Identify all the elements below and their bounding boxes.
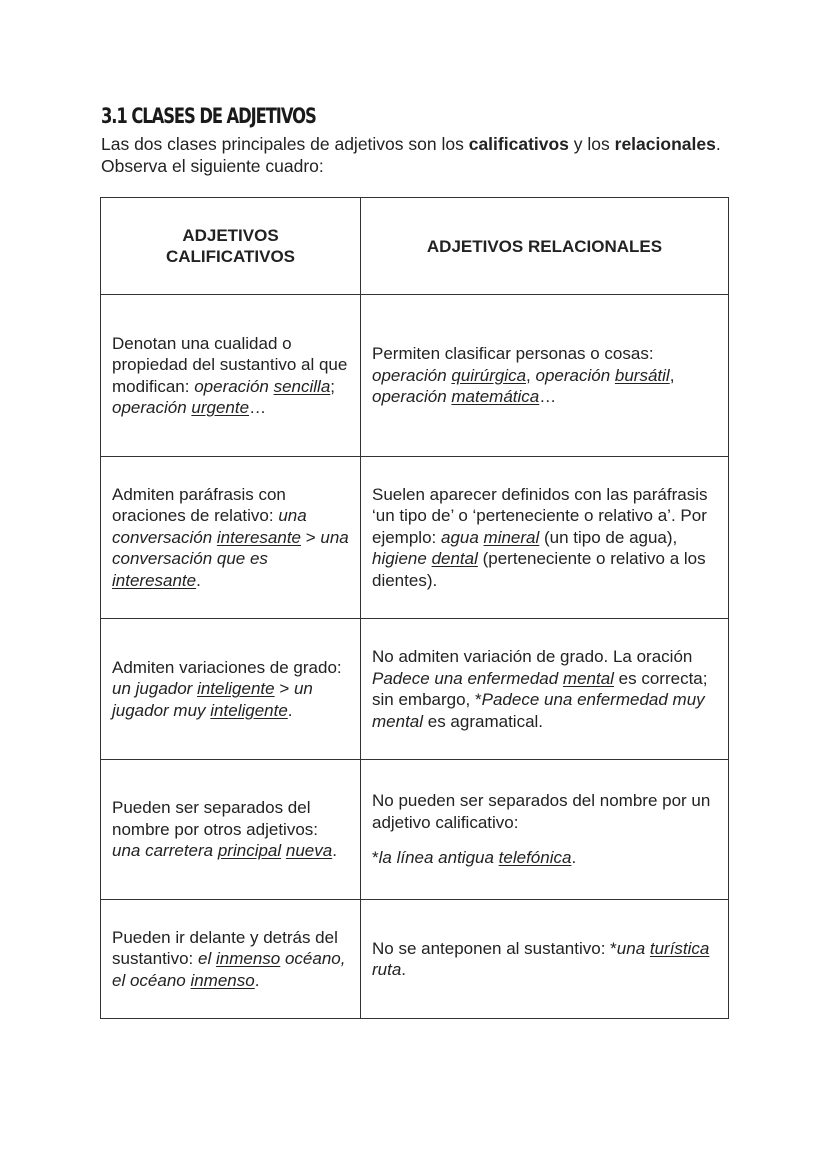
cell-relacionales: Suelen aparecer definidos con las paráfrasis ‘un tipo de’ o ‘perteneciente o relativo a’. Por ejemplo: agua mineral (un tipo de agua), higiene dental (perteneciente o relativo a los dientes). xyxy=(361,457,729,619)
table-row xyxy=(101,457,729,619)
header-relacionales: ADJETIVOS RELACIONALES xyxy=(361,198,729,295)
adjective-comparison-table xyxy=(100,197,729,1019)
table-header-row xyxy=(101,198,729,295)
table-row xyxy=(101,619,729,760)
table-row xyxy=(101,295,729,457)
cell-calificativos: Admiten paráfrasis con oraciones de relativo: una conversación interesante > una conversación que es interesante. xyxy=(101,457,361,619)
table-row xyxy=(101,760,729,900)
header-calificativos: ADJETIVOS CALIFICATIVOS xyxy=(101,198,361,295)
cell-relacionales: No pueden ser separados del nombre por un adjetivo calificativo: *la línea antigua telefónica. xyxy=(361,760,729,900)
cell-calificativos: Admiten variaciones de grado: un jugador inteligente > un jugador muy inteligente. xyxy=(101,619,361,760)
cell-calificativos: Denotan una cualidad o propiedad del sustantivo al que modifican: operación sencilla; operación urgente… xyxy=(101,295,361,457)
table-row xyxy=(101,900,729,1019)
cell-relacionales: Permiten clasificar personas o cosas: operación quirúrgica, operación bursátil, operación matemática… xyxy=(361,295,729,457)
intro-paragraph: Las dos clases principales de adjetivos son los calificativos y los relacionales. Observa el siguiente cuadro: xyxy=(101,134,721,176)
cell-calificativos: Pueden ser separados del nombre por otros adjetivos: una carretera principal nueva. xyxy=(101,760,361,900)
cell-relacionales: No se anteponen al sustantivo: *una turística ruta. xyxy=(361,900,729,1019)
section-heading: 3.1 CLASES DE ADJETIVOS xyxy=(101,104,316,128)
cell-relacionales: No admiten variación de grado. La oración Padece una enfermedad mental es correcta; sin embargo, *Padece una enfermedad muy mental es agramatical. xyxy=(361,619,729,760)
cell-calificativos: Pueden ir delante y detrás del sustantivo: el inmenso océano, el océano inmenso. xyxy=(101,900,361,1019)
